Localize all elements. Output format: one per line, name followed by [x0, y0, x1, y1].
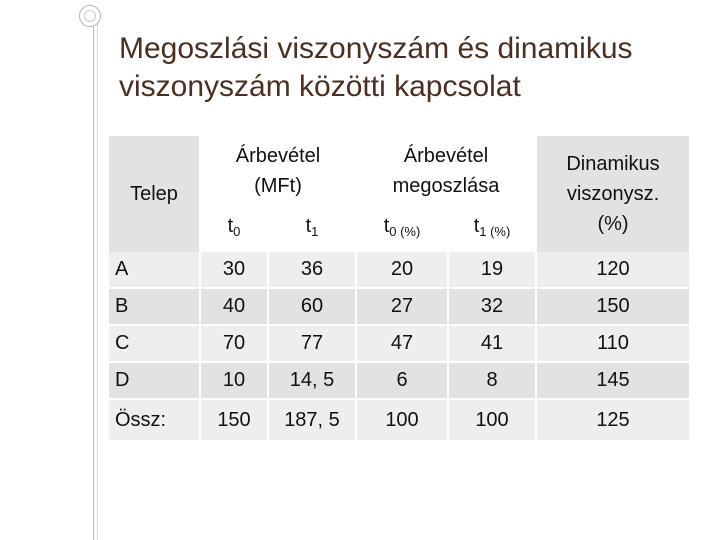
left-border-line-inner: [97, 18, 98, 540]
cell-telep: Össz:: [109, 400, 199, 440]
cell-dinamikus: 145: [537, 363, 689, 400]
header-megoszlas-line2: megoszlása: [392, 175, 500, 197]
table-row: [109, 400, 689, 440]
cell-telep: C: [109, 326, 199, 363]
header-arbevetel: [201, 136, 355, 206]
subheader-t0-label: t: [227, 215, 234, 237]
subheader-t0-percent-label: t: [383, 215, 390, 237]
header-telep: [109, 136, 199, 252]
cell-megoszlas-t1: 19: [449, 252, 535, 289]
header-megoszlas-line1: Árbevétel: [403, 145, 489, 167]
cell-telep: A: [109, 252, 199, 289]
cell-dinamikus: 125: [537, 400, 689, 440]
cell-megoszlas-t1: 41: [449, 326, 535, 363]
table-row: [109, 363, 689, 400]
cell-telep: B: [109, 289, 199, 326]
cell-megoszlas-t0: 6: [357, 363, 447, 400]
header-arbevetel-line2: (MFt): [254, 175, 302, 197]
table-row: [109, 289, 689, 326]
header-dinamikus-line3: (%): [597, 213, 629, 235]
cell-arbevetel-t1: 77: [269, 326, 355, 363]
cell-megoszlas-t1: 32: [449, 289, 535, 326]
cell-megoszlas-t0: 100: [357, 400, 447, 440]
cell-megoszlas-t0: 27: [357, 289, 447, 326]
subheader-t1: [269, 206, 355, 252]
header-dinamikus: [537, 136, 689, 252]
cell-arbevetel-t1: 187, 5: [269, 400, 355, 440]
cell-dinamikus: 150: [537, 289, 689, 326]
table-row: [109, 252, 689, 289]
slide-title: [119, 30, 699, 106]
cell-arbevetel-t0: 70: [201, 326, 267, 363]
subheader-t0: [201, 206, 267, 252]
data-table: [107, 136, 691, 440]
table-row: [109, 326, 689, 363]
corner-ornament-inner: [84, 10, 96, 22]
cell-arbevetel-t1: 36: [269, 252, 355, 289]
cell-dinamikus: 110: [537, 326, 689, 363]
subheader-t0-index: 0: [233, 224, 241, 239]
subheader-t1-label: t: [305, 215, 312, 237]
cell-arbevetel-t1: 60: [269, 289, 355, 326]
cell-megoszlas-t0: 47: [357, 326, 447, 363]
cell-megoszlas-t1: 8: [449, 363, 535, 400]
subheader-t1-index: 1: [311, 224, 319, 239]
cell-megoszlas-t0: 20: [357, 252, 447, 289]
header-dinamikus-line1: Dinamikus: [566, 153, 660, 175]
cell-megoszlas-t1: 100: [449, 400, 535, 440]
cell-arbevetel-t0: 30: [201, 252, 267, 289]
subheader-t0-percent: [357, 206, 447, 252]
header-arbevetel-line1: Árbevétel: [235, 145, 321, 167]
cell-arbevetel-t0: 40: [201, 289, 267, 326]
slide-title-line-1: Megoszlási viszonyszám és dinamikus: [119, 32, 633, 65]
cell-arbevetel-t1: 14, 5: [269, 363, 355, 400]
header-dinamikus-line2: viszonysz.: [566, 183, 660, 205]
cell-arbevetel-t0: 150: [201, 400, 267, 440]
cell-arbevetel-t0: 10: [201, 363, 267, 400]
subheader-t1-percent-index: 1 (%): [479, 224, 511, 239]
slide-title-line-2: viszonyszám közötti kapcsolat: [119, 70, 521, 103]
header-telep-label: Telep: [130, 182, 178, 205]
subheader-t0-percent-index: 0 (%): [389, 224, 421, 239]
cell-dinamikus: 120: [537, 252, 689, 289]
subheader-t1-percent-label: t: [473, 215, 480, 237]
header-megoszlas: [357, 136, 535, 206]
cell-telep: D: [109, 363, 199, 400]
left-border-line: [93, 18, 94, 540]
subheader-t1-percent: [449, 206, 535, 252]
